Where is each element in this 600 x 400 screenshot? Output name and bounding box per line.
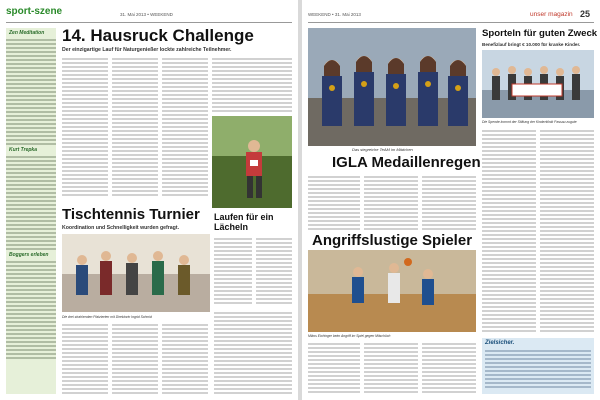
left-page	[0, 0, 298, 400]
headline-igla: IGLA Medaillenregen	[332, 154, 481, 171]
info-box	[482, 338, 594, 394]
sidebar-item-label: Boggers erleben	[9, 252, 49, 258]
article-column	[364, 174, 418, 230]
article-column	[214, 310, 292, 394]
article-column	[214, 236, 252, 304]
info-box-title: Zielsicher.	[485, 340, 515, 346]
article-column	[422, 174, 476, 230]
ressort-label: sport-szene	[6, 6, 63, 17]
main-headline: 14. Hausruck Challenge	[62, 26, 254, 45]
photo-caption: Das siegreiche TeAM im Mädchen	[352, 147, 413, 152]
photo-caption: Die Spende kommt der Stiftung der Kinderklinik Passau zugute	[482, 120, 577, 124]
article-column	[162, 322, 208, 394]
article-column	[212, 56, 292, 112]
right-page	[302, 0, 600, 400]
article-column	[482, 128, 536, 334]
header-rule	[6, 22, 292, 23]
info-box-text	[485, 348, 591, 390]
folio: 31. Mai 2013 • WEEKEND	[120, 12, 173, 17]
runner-photo	[212, 116, 292, 208]
sidebar	[6, 28, 56, 394]
basketball-photo	[308, 250, 476, 332]
header-rule	[308, 22, 594, 23]
basketball-photo-graphic	[308, 250, 476, 332]
team-photo-graphic	[308, 28, 476, 146]
runner-photo-graphic	[212, 116, 292, 208]
article-column	[62, 322, 108, 394]
photo-caption: Die drei strahlenden Platzierten mit Direktorin Ingrid Schmid	[62, 315, 152, 319]
group-photo-graphic	[62, 234, 210, 312]
article-column	[422, 341, 476, 394]
article-column	[112, 56, 158, 198]
article-column	[112, 322, 158, 394]
folio: WEEKEND • 31. Mai 2013	[308, 12, 361, 17]
donation-photo-graphic	[482, 50, 594, 118]
article-column	[540, 128, 594, 334]
lower-subheadline: Koordination und Schnelligkeit wurden gefragt.	[62, 225, 180, 231]
ressort-label: unser magazin	[530, 11, 573, 18]
lower-headline: Tischtennis Turnier	[62, 206, 200, 223]
headline-spieler: Angriffslustige Spieler	[312, 232, 473, 249]
article-column	[62, 56, 108, 198]
sidebar-text	[6, 154, 56, 250]
sidebar-item-label: Kurt Trepka	[9, 147, 37, 153]
article-column	[308, 341, 360, 394]
page-number: 25	[580, 9, 591, 19]
donation-photo	[482, 50, 594, 118]
side-headline: Sporteln für guten Zweck	[482, 28, 598, 39]
main-subheadline: Der einzigartige Lauf für Naturgenießer lockte zahlreiche Teilnehmer.	[62, 47, 232, 53]
sidebar-text	[6, 37, 56, 145]
team-photo	[308, 28, 476, 146]
photo-caption: Mikos Eichinger beim Angriff im Spiel gegen Mitschüch	[308, 334, 391, 338]
side-headline: Laufen für ein Lächeln	[214, 212, 274, 232]
article-column	[162, 56, 208, 198]
article-column	[256, 236, 292, 304]
group-photo	[62, 234, 210, 312]
sidebar-item-label: Zen Meditation	[9, 30, 45, 36]
side-subheadline: Benefizlauf bringt € 10.000 für kranke Kinder.	[482, 42, 581, 47]
article-column	[308, 174, 360, 230]
article-column	[364, 341, 418, 394]
sidebar-text	[6, 259, 56, 359]
